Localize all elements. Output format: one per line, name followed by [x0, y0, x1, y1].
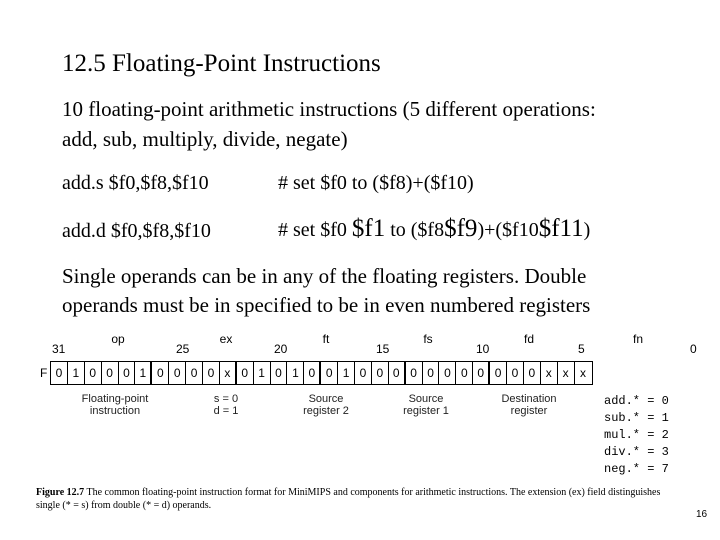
bit-25: 25 [176, 342, 190, 356]
bit-cell: x [541, 362, 558, 384]
example-1-comment: # set $f0 to ($f8)+($f10) [278, 172, 474, 194]
opcode-div: div.* = 3 [604, 445, 669, 459]
example-1-instruction: add.s $f0,$f8,$f10 [62, 172, 209, 194]
bit-cell: 0 [473, 362, 490, 384]
intro-line-1: 10 floating-point arithmetic instructions (5 different operations: [62, 97, 596, 121]
example-2-comment [278, 215, 590, 243]
operands-line-2: operands must be in specified to be in even numbered registers [62, 293, 591, 317]
function-codes [604, 393, 669, 478]
bit-cell: 0 [186, 362, 203, 384]
bit-cell: 0 [119, 362, 136, 384]
field-fs-label: fs [423, 332, 433, 346]
bit-cell: 0 [389, 362, 406, 384]
field-op-label: op [111, 332, 125, 346]
field-ex-label: ex [219, 332, 233, 346]
comment-part: )+($f10 [477, 219, 539, 241]
ft-description [286, 393, 366, 417]
desc-line: d = 1 [213, 405, 239, 417]
register-f11: $f11 [538, 215, 584, 242]
bit-31: 31 [52, 342, 66, 356]
opcode-mul: mul.* = 2 [604, 428, 669, 442]
bit-15: 15 [376, 342, 390, 356]
figure-caption [36, 486, 676, 512]
bit-20: 20 [274, 342, 288, 356]
desc-line: Floating-point [81, 393, 149, 405]
caption-label: Figure 12.7 [36, 487, 85, 498]
bit-cell: x [558, 362, 575, 384]
bit-cell: 0 [271, 362, 288, 384]
desc-line: Source [308, 393, 344, 405]
desc-line: Source [408, 393, 444, 405]
bit-cell: 0 [237, 362, 254, 384]
bit-cell: 0 [102, 362, 119, 384]
intro-line-2: add, sub, multiply, divide, negate) [62, 127, 348, 151]
comment-part: to ($f8 [385, 219, 445, 241]
bit-cell: 0 [85, 362, 102, 384]
fd-description [484, 393, 574, 417]
caption-text: The common floating-point instruction format for MiniMIPS and components for arithmetic instructions. The extension (ex) field distinguishes single (* = s) from double (* = d) operands. [36, 487, 661, 511]
field-fd-label: fd [523, 332, 534, 346]
bit-cell: 0 [51, 362, 68, 384]
bit-10: 10 [476, 342, 490, 356]
comment-part: ) [583, 219, 591, 241]
comment-part: # set $f0 [278, 219, 352, 241]
register-f1: $f1 [351, 215, 386, 242]
bit-cell: 1 [338, 362, 355, 384]
bit-cell: 0 [507, 362, 524, 384]
opcode-add: add.* = 0 [604, 394, 669, 408]
bit-cell: 1 [254, 362, 271, 384]
field-ft-label: ft [322, 332, 330, 346]
bit-cell: 0 [152, 362, 169, 384]
desc-line: s = 0 [213, 393, 239, 405]
desc-line: register 2 [303, 405, 349, 417]
bit-cell: 0 [423, 362, 440, 384]
fs-description [386, 393, 466, 417]
bit-0: 0 [690, 342, 697, 356]
bit-cell: x [220, 362, 237, 384]
bit-cell: 1 [68, 362, 85, 384]
desc-line: instruction [89, 405, 141, 417]
bit-cell: 0 [439, 362, 456, 384]
bit-5: 5 [578, 342, 585, 356]
bit-cell: 1 [287, 362, 304, 384]
instruction-bit-fields [50, 361, 593, 385]
bit-cell: 0 [490, 362, 507, 384]
bit-cell: 0 [321, 362, 338, 384]
operands-line-1: Single operands can be in any of the floating registers. Double [62, 264, 587, 288]
bit-cell: 0 [355, 362, 372, 384]
opcode-sub: sub.* = 1 [604, 411, 669, 425]
field-fn-label: fn [632, 332, 643, 346]
bit-cell: 0 [456, 362, 473, 384]
example-2-instruction: add.d $f0,$f8,$f10 [62, 220, 211, 242]
ex-description [196, 393, 256, 417]
bit-cell: 0 [203, 362, 220, 384]
desc-line: register [510, 405, 548, 417]
format-row-label: F [40, 366, 48, 380]
bit-cell: 0 [304, 362, 321, 384]
bit-cell: 0 [169, 362, 186, 384]
bit-cell: x [580, 366, 587, 380]
page-number: 16 [696, 509, 708, 520]
bit-cell: 0 [524, 362, 541, 384]
register-f9: $f9 [444, 215, 478, 242]
slide-title: 12.5 Floating-Point Instructions [62, 50, 381, 77]
opcode-neg: neg.* = 7 [604, 462, 669, 476]
desc-line: Destination [501, 393, 557, 405]
bit-cell: 0 [372, 362, 389, 384]
desc-line: register 1 [403, 405, 449, 417]
bit-cell: 1 [135, 362, 152, 384]
op-description [60, 393, 170, 417]
bit-cell: 0 [406, 362, 423, 384]
